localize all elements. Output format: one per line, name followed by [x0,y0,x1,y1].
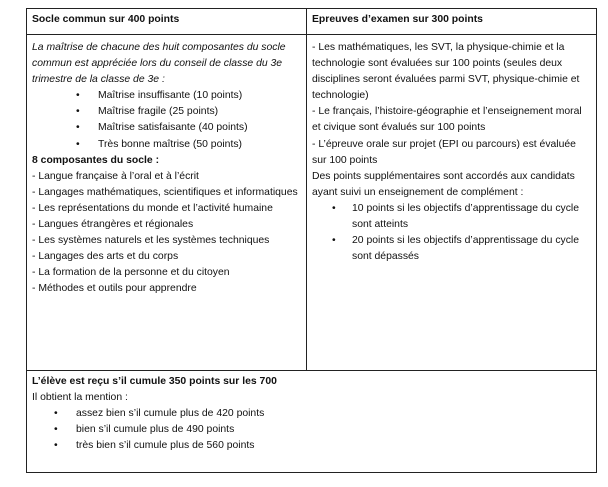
list-item: • Maîtrise satisfaisante (40 points) [32,120,301,136]
bonus-list [312,201,591,265]
mention-intro: Il obtient la mention : [32,392,128,404]
left-intro: La maîtrise de chacune des huit composantes du socle commun est appréciée lors du conseil de classe du 3e trimestre de la classe de 3e : [32,42,286,86]
list-item: - Langues étrangères et régionales [32,219,194,231]
list-item: • bien s’il cumule plus de 490 points [32,422,591,438]
list-item: • 20 points si les objectifs d’apprentissage du cycle sont dépassés [312,233,591,265]
right-column [307,38,596,265]
list-item: - La formation de la personne et du citoyen [32,267,230,279]
bottom-title: L’élève est reçu s’il cumule 350 points sur les 700 [32,376,277,387]
list-item: • très bien s’il cumule plus de 560 points [32,438,591,454]
left-column [27,38,306,298]
paragraph: - L’épreuve orale sur projet (EPI ou parcours) est évaluée sur 100 points [312,138,576,166]
list-item: - Les systèmes naturels et les systèmes techniques [32,235,270,247]
list-item: - Méthodes et outils pour apprendre [32,283,197,295]
list-item: - Langue française à l’oral et à l’écrit [32,170,199,182]
levels-list [32,88,301,152]
list-item: - Les représentations du monde et l’activité humaine [32,202,273,214]
components-title: 8 composantes du socle : [32,154,160,166]
list-item: - Langages mathématiques, scientifiques et informatiques [32,186,298,198]
mentions-list [32,406,591,454]
list-item: • Maîtrise insuffisante (10 points) [32,88,301,104]
right-header: Epreuves d’examen sur 300 points [312,14,483,25]
list-item: • 10 points si les objectifs d’apprentissage du cycle sont atteints [312,201,591,233]
list-item: - Langages des arts et du corps [32,251,179,263]
list-item: • assez bien s’il cumule plus de 420 points [32,406,591,422]
list-item: • Maîtrise fragile (25 points) [32,104,301,120]
header-divider [27,34,596,35]
paragraph: - Les mathématiques, les SVT, la physique-chimie et la technologie sont évaluées sur 100 points (seules deux disciplines seront évaluées parmi SVT, physique-chimie et technologie) [312,42,580,102]
list-item: • Très bonne maîtrise (50 points) [32,137,301,153]
bottom-divider [27,370,596,371]
exam-table [26,8,597,473]
paragraph: - Le français, l’histoire-géographie et l’enseignement moral et civique sont évalués sur 100 points [312,106,582,134]
bottom-row [27,372,596,454]
left-header: Socle commun sur 400 points [32,14,180,25]
paragraph: Des points supplémentaires sont accordés aux candidats ayant suivi un enseignement de complément : [312,170,575,198]
